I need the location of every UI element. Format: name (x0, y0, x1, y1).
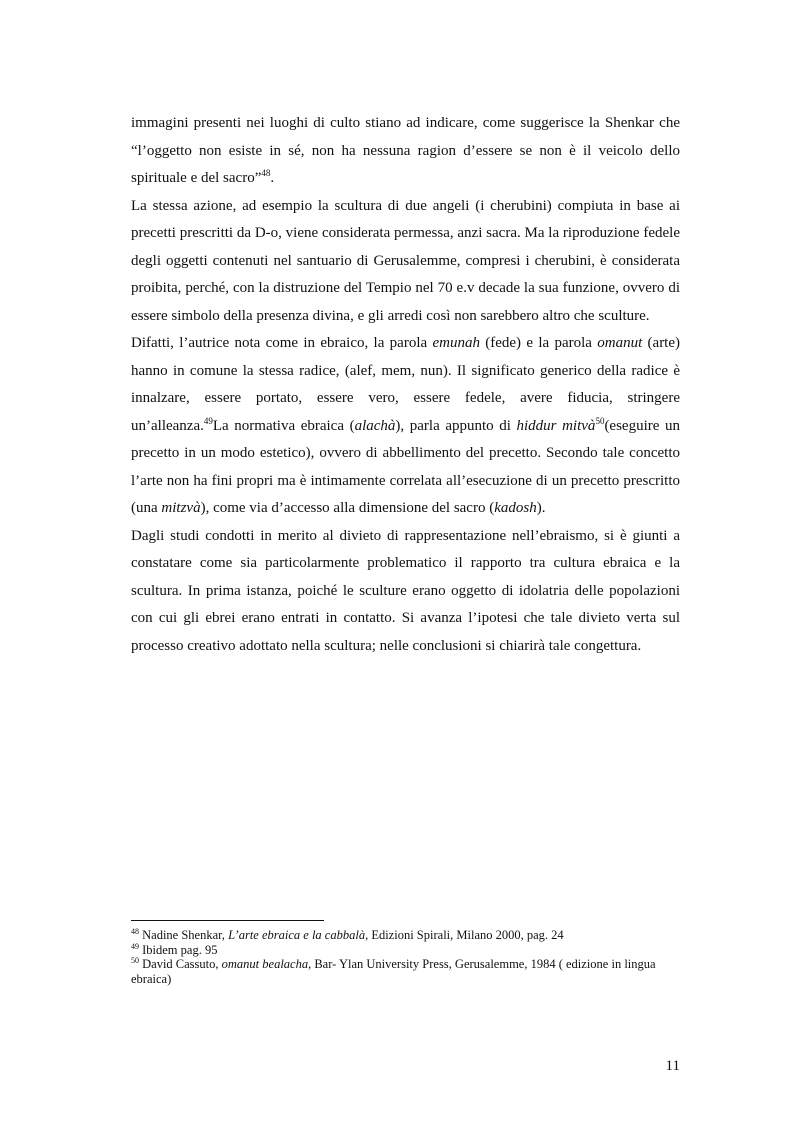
text-run: . (270, 170, 275, 186)
footnote-ref: 50 (595, 415, 605, 426)
text-run: Difatti, l’autrice nota come in ebraico, la parola (131, 335, 433, 351)
text-run: La normativa ebraica ( (212, 417, 355, 434)
paragraph-3 (131, 330, 680, 523)
italic-term: omanut (597, 335, 643, 351)
footnote-ref: 48 (131, 927, 139, 936)
text-run: immagini presenti nei luoghi di culto stiano ad indicare, come suggerisce la Shenkar che “l’oggetto non esiste in sé, non ha nessuna ragion d’essere se non è il veicolo dello spirituale e del sacro” (131, 115, 680, 186)
italic-term: hiddur mitvà (516, 417, 596, 434)
text-run: (fede) e la parola (479, 335, 598, 351)
paragraph-4 (131, 523, 680, 661)
text-run: ), come via d’accesso alla dimensione del sacro ( (200, 500, 495, 516)
text-run: ), parla appunto di (395, 417, 517, 434)
text-run: (eseguire un precetto in un modo estetico), ovvero di abbellimento del precetto. Secondo tale concetto l’arte non ha fini propri ma è intimamente correlata all’esecuzione di un precetto prescritto (una (131, 417, 680, 516)
text-run: Nadine Shenkar, (139, 928, 229, 942)
italic-term: emunah (432, 335, 480, 351)
footnote-separator (131, 920, 324, 921)
page-number: 11 (665, 1058, 680, 1074)
footnote-ref: 48 (261, 168, 271, 178)
text-run: , Bar- Ylan University Press, Gerusalemme, 1984 ( edizione in lingua ebraica) (131, 957, 656, 986)
italic-term: L’arte ebraica e la cabbalà (228, 928, 366, 942)
text-run: Ibidem pag. 95 (139, 942, 218, 957)
italic-term: omanut bealacha (221, 957, 309, 971)
paragraph-2 (131, 193, 680, 331)
footnote-ref: 50 (131, 956, 139, 965)
footnote-50 (131, 957, 680, 986)
footnote-49 (131, 943, 680, 958)
text-run: Dagli studi condotti in merito al divieto di rappresentazione nell’ebraismo, si è giunti a constatare come sia particolarmente problematico il rapporto tra cultura ebraica e la scultura. In prima istanza, poiché le sculture erano oggetto di idolatria delle popolazioni con cui gli ebrei erano entrati in contatto. Si avanza l’ipotesi che tale divieto verta sul processo creativo adottato nella scultura; nelle conclusioni si chiarirà tale congettura. (131, 527, 680, 654)
footnote-ref: 49 (131, 941, 139, 951)
text-run: David Cassuto, (139, 957, 222, 971)
italic-term: mitzvà (161, 500, 201, 516)
text-run: , Edizioni Spirali, Milano 2000, pag. 24 (365, 928, 564, 942)
body-text (131, 110, 680, 660)
italic-term: alachà (354, 417, 396, 434)
text-run: (arte) hanno in comune la stessa radice, (alef, mem, nun). Il significato generico della radice è innalzare, essere portato, essere vero, essere fedele, avere fiducia, stringere un’alleanza. (131, 335, 681, 434)
footnote-ref: 49 (203, 415, 213, 426)
paragraph-1 (131, 110, 680, 193)
footnote-48 (131, 928, 680, 943)
text-run: ). (536, 500, 546, 516)
italic-term: kadosh (494, 500, 537, 516)
text-run: La stessa azione, ad esempio la scultura di due angeli (i cherubini) compiuta in base ai precetti prescritti da D-o, viene considerata permessa, anzi sacra. Ma la riproduzione fedele degli oggetti contenuti nel santuario di Gerusalemme, compresi i cherubini, è considerata proibita, perché, con la distruzione del Tempio nel 70 e.v decade la sua funzione, ovvero di essere simbolo della presenza divina, e gli arredi così non sarebbero altro che sculture. (131, 197, 680, 324)
footnotes (131, 928, 680, 986)
